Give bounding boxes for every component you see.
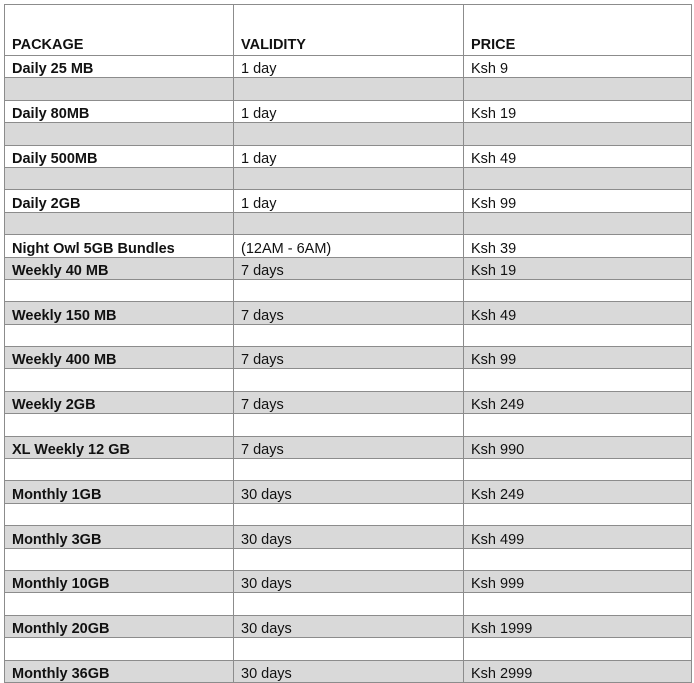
price-cell: Ksh 39 [464,235,692,257]
price-cell: Ksh 99 [464,190,692,212]
package-cell [5,212,234,234]
price-cell: Ksh 1999 [464,615,692,637]
price-cell [464,212,692,234]
package-cell [5,369,234,391]
package-cell: Monthly 3GB [5,526,234,548]
price-cell [464,279,692,301]
table-row [5,369,692,391]
package-cell [5,279,234,301]
table-row [5,235,692,257]
package-cell [5,459,234,481]
package-cell: Weekly 400 MB [5,347,234,369]
table-row [5,145,692,167]
table-row [5,347,692,369]
package-header: PACKAGE [5,5,234,56]
validity-cell: 7 days [234,436,464,458]
table-row [5,593,692,615]
price-cell [464,167,692,189]
price-cell [464,638,692,660]
validity-cell: 7 days [234,391,464,413]
price-cell [464,503,692,525]
validity-cell [234,369,464,391]
table-row [5,78,692,100]
table-row [5,212,692,234]
validity-cell [234,212,464,234]
validity-cell [234,414,464,436]
package-cell [5,78,234,100]
table-row [5,391,692,413]
price-cell [464,414,692,436]
validity-cell: 1 day [234,190,464,212]
price-cell [464,123,692,145]
table-row [5,548,692,570]
validity-cell [234,279,464,301]
table-row [5,414,692,436]
price-cell: Ksh 990 [464,436,692,458]
validity-cell: 1 day [234,100,464,122]
validity-cell: 1 day [234,145,464,167]
table-row [5,167,692,189]
table-row [5,570,692,592]
validity-cell [234,548,464,570]
table-row [5,279,692,301]
package-cell [5,638,234,660]
validity-cell: 7 days [234,257,464,279]
package-cell: Weekly 150 MB [5,302,234,324]
validity-cell [234,324,464,346]
package-cell: Monthly 1GB [5,481,234,503]
table-row [5,526,692,548]
validity-cell: 7 days [234,347,464,369]
price-cell: Ksh 19 [464,257,692,279]
validity-header: VALIDITY [234,5,464,56]
validity-cell: 1 day [234,56,464,78]
package-cell [5,548,234,570]
table-row [5,503,692,525]
bundle-price-table [4,4,692,683]
table-row [5,481,692,503]
package-cell [5,123,234,145]
price-cell: Ksh 249 [464,481,692,503]
package-cell: XL Weekly 12 GB [5,436,234,458]
validity-cell [234,123,464,145]
package-cell [5,324,234,346]
table-row [5,190,692,212]
bundle-table-container [4,4,692,683]
validity-cell: (12AM - 6AM) [234,235,464,257]
price-cell [464,548,692,570]
validity-cell [234,459,464,481]
table-body [5,56,692,683]
package-cell: Weekly 2GB [5,391,234,413]
price-cell: Ksh 499 [464,526,692,548]
package-cell [5,414,234,436]
price-cell: Ksh 2999 [464,660,692,682]
validity-cell [234,167,464,189]
table-row [5,56,692,78]
validity-cell [234,638,464,660]
price-header: PRICE [464,5,692,56]
package-cell [5,503,234,525]
package-cell: Monthly 10GB [5,570,234,592]
validity-cell [234,503,464,525]
package-cell [5,593,234,615]
table-row [5,123,692,145]
price-cell: Ksh 49 [464,302,692,324]
price-cell: Ksh 49 [464,145,692,167]
price-cell [464,459,692,481]
validity-cell: 7 days [234,302,464,324]
table-row [5,100,692,122]
price-cell [464,593,692,615]
package-cell: Daily 80MB [5,100,234,122]
table-row [5,436,692,458]
table-row [5,302,692,324]
price-cell: Ksh 99 [464,347,692,369]
package-cell: Daily 25 MB [5,56,234,78]
package-cell [5,167,234,189]
price-cell: Ksh 999 [464,570,692,592]
validity-cell: 30 days [234,615,464,637]
validity-cell: 30 days [234,526,464,548]
price-cell: Ksh 9 [464,56,692,78]
package-cell: Night Owl 5GB Bundles [5,235,234,257]
validity-cell [234,78,464,100]
package-cell: Monthly 36GB [5,660,234,682]
price-cell: Ksh 19 [464,100,692,122]
package-cell: Monthly 20GB [5,615,234,637]
table-row [5,660,692,682]
table-row [5,615,692,637]
package-cell: Daily 2GB [5,190,234,212]
price-cell [464,78,692,100]
table-row [5,324,692,346]
validity-cell: 30 days [234,660,464,682]
price-cell [464,369,692,391]
table-row [5,459,692,481]
header-row [5,5,692,56]
price-cell: Ksh 249 [464,391,692,413]
validity-cell [234,593,464,615]
table-row [5,257,692,279]
validity-cell: 30 days [234,481,464,503]
table-row [5,638,692,660]
package-cell: Weekly 40 MB [5,257,234,279]
price-cell [464,324,692,346]
package-cell: Daily 500MB [5,145,234,167]
validity-cell: 30 days [234,570,464,592]
